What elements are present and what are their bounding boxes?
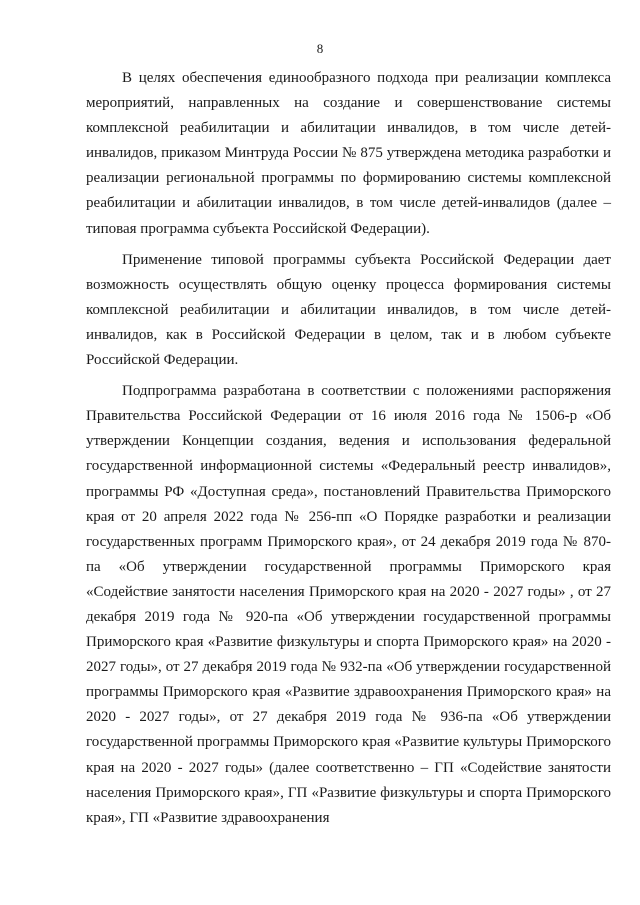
body-text [86,66,611,831]
paragraph-legal-basis: Подпрограмма разработана в соответствии с положениями распоряжения Правительства Российской Федерации от 16 июля 2016 года № 1506-р «Об утверждении Концепции создания, ведения и использования федеральной государственной информационной системы «Федеральный реестр инвалидов», программы РФ «Доступная среда», постановлений Правительства Приморского края от 20 апреля 2022 года № 256-пп «О Порядке разработки и реализации государственных программ Приморского края», от 24 декабря 2019 года № 870-па «Об утверждении государственной программы Приморского края «Содействие занятости населения Приморского края на 2020 - 2027 годы» , от 27 декабря 2019 года № 920-па «Об утверждении государственной программы Приморского края «Развитие физкультуры и спорта Приморского края» на 2020 - 2027 годы», от 27 декабря 2019 года № 932-па «Об утверждении государственной программы Приморского края «Развитие здравоохранения Приморского края» на 2020 - 2027 годы», от 27 декабря 2019 года № 936-па «Об утверждении государственной программы Приморского края «Развитие культуры Приморского края на 2020 - 2027 годы» (далее соответственно – ГП «Содействие занятости населения Приморского края», ГП «Развитие физкультуры и спорта Приморского края», ГП «Развитие здравоохранения [86,383,611,826]
paragraph-methodology: В целях обеспечения единообразного подхода при реализации комплекса мероприятий, направленных на создание и совершенствование системы комплексной реабилитации и абилитации инвалидов, в том числе детей-инвалидов, приказом Минтруда России № 875 утверждена методика разработки и реализации региональной программы по формированию системы комплексной реабилитации и абилитации инвалидов, в том числе детей-инвалидов (далее – типовая программа субъекта Российской Федерации). [86,70,611,237]
paragraph-typical-program: Применение типовой программы субъекта Российской Федерации дает возможность осуществлять общую оценку процесса формирования системы комплексной реабилитации и абилитации инвалидов, в том числе детей-инвалидов, как в Российской Федерации в целом, так и в любом субъекте Российской Федерации. [86,251,611,369]
page-number: 8 [316,41,324,56]
